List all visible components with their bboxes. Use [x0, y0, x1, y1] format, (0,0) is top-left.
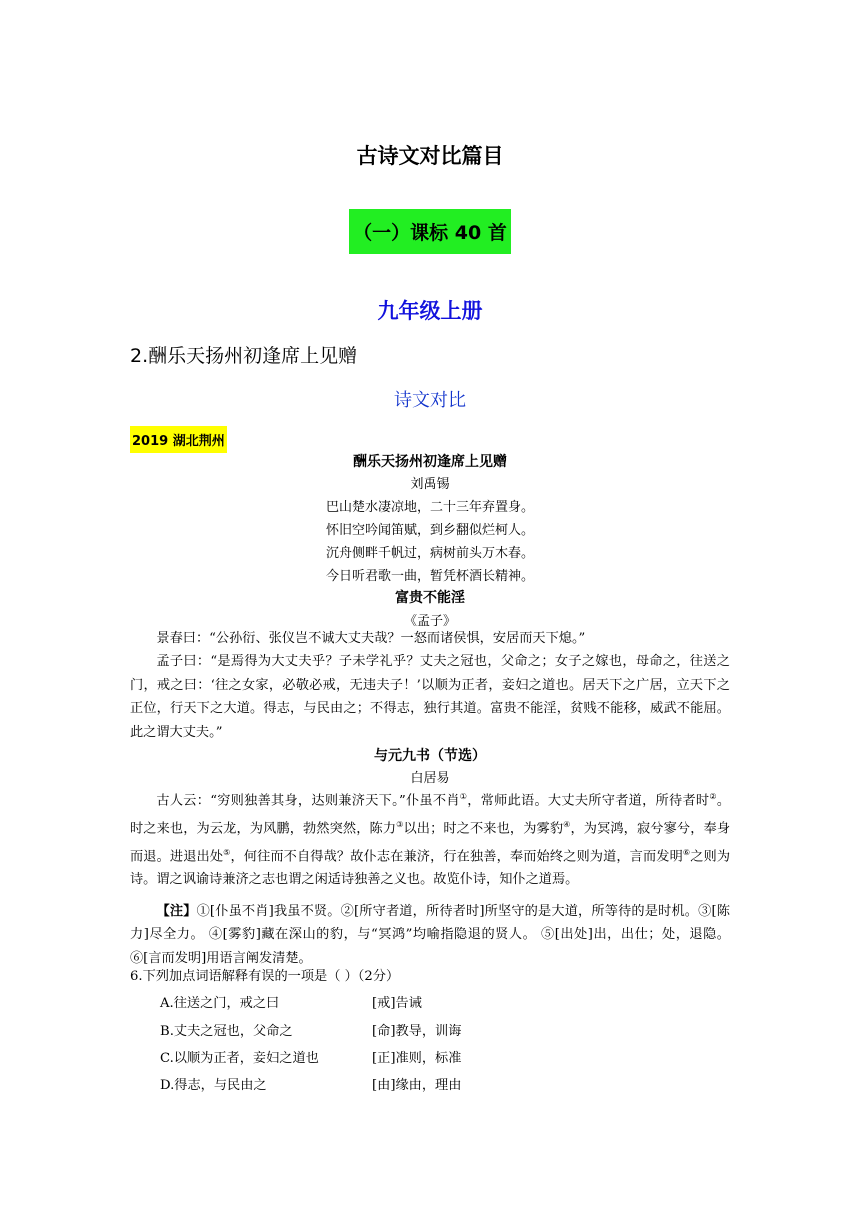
poem-line: 今日听君歌一曲，暂凭杯酒长精神。	[325, 569, 534, 584]
poem-title: 酬乐天扬州初逢席上见赠	[353, 454, 507, 470]
option-explanation: [正]准则，标准	[372, 1051, 462, 1066]
text2-paragraph: 景春曰：“公孙衍、张仪岂不诚大丈夫哉？一怒而诸侯惧，安居而天下熄。”	[156, 631, 586, 646]
grade-heading: 九年级上册	[377, 299, 483, 323]
subtitle-highlight: （一）课标 40 首	[349, 209, 511, 254]
question-stem: 6.下列加点词语解释有误的一项是（ ）（2分）	[130, 969, 400, 984]
section-heading: 2.酬乐天扬州初逢席上见赠	[130, 345, 358, 367]
text2-author: 《孟子》	[403, 614, 456, 629]
document-title: 古诗文对比篇目	[356, 144, 504, 168]
option-explanation: [由]缘由，理由	[372, 1078, 462, 1093]
text2-title: 富贵不能淫	[395, 590, 465, 606]
poem-line: 沉舟侧畔千帆过，病树前头万木春。	[325, 546, 534, 561]
note-text: ①[仆虽不肖]我虽不贤。②[所守者道，所待者时]所坚守的是大道，所等待的是时机。③[陈力]尽全力。 ④[雾豹]藏在深山的豹，与“冥鸿”均喻指隐退的贤人。 ⑤[出处]出，出仕；处，退隐。⑥[言而发明]用语言阐发清楚。	[130, 904, 730, 966]
option-explanation: [命]教导，训诲	[372, 1024, 462, 1039]
text3-body	[130, 785, 730, 892]
text2-paragraph: 孟子曰：“是焉得为大丈夫乎？子未学礼乎？丈夫之冠也，父命之；女子之嫁也，母命之，往送之门，戒之曰：‘往之女家，必敬必戒，无违夫子！’以顺为正者，妾妇之道也。居天下之广居，立天下之正位，行天下之大道。得志，与民由之；不得志，独行其道。富贵不能淫，贫贱不能移，威武不能屈。此之谓大丈夫。”	[130, 654, 730, 740]
poem-author: 刘禹锡	[410, 477, 450, 492]
subtitle-block	[0, 209, 860, 254]
text3-author: 白居易	[410, 771, 450, 786]
note-label: 【注】	[156, 904, 197, 919]
compare-heading: 诗文对比	[394, 390, 466, 411]
option-text: A.往送之门，戒之曰	[160, 996, 280, 1011]
option-text: B.丈夫之冠也，父命之	[160, 1024, 293, 1039]
poem-line: 怀旧空吟闻笛赋，到乡翻似烂柯人。	[325, 523, 534, 538]
text3-title: 与元九书（节选）	[374, 748, 486, 764]
option-text: D.得志，与民由之	[160, 1078, 267, 1093]
option-text: C.以顺为正者，妾妇之道也	[160, 1051, 319, 1066]
annotation-note	[130, 900, 730, 970]
text2-body	[130, 627, 730, 744]
poem-line: 巴山楚水凄凉地，二十三年弃置身。	[325, 500, 534, 515]
source-tag: 2019 湖北荆州	[130, 426, 227, 453]
text3-paragraph: 古人云：“穷则独善其身，达则兼济天下。”仆虽不肖①，常师此语。大丈夫所守者道，所待者时②。时之来也，为云龙，为风鹏，勃然突然，陈力③以出；时之不来也，为雾豹④，为冥鸿，寂兮寥兮，奉身而退。进退出处⑤，何往而不自得哉？故仆志在兼济，行在独善，奉而始终之则为道，言而发明⑥之则为诗。谓之讽谕诗兼济之志也谓之闲适诗独善之义也。故览仆诗，知仆之道焉。	[130, 792, 731, 888]
option-explanation: [戒]告诫	[372, 996, 422, 1011]
